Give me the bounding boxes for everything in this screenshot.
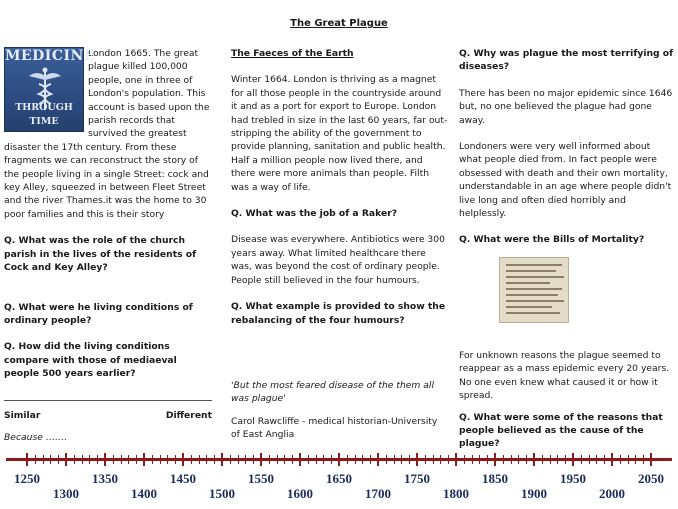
timeline-minor-tick — [74, 455, 75, 464]
timeline-minor-tick — [542, 455, 543, 464]
timeline-year-label: 1600 — [287, 486, 313, 501]
paragraph-well-informed: Londoners were very well informed about what people died from. In fact people were obsessed with death and their own mortality, understandable in an age where people didn't live long and often died horribly and helplessly. — [459, 141, 672, 220]
paragraph-reappear: For unknown reasons the plague seemed to reappear as a mass epidemic every 20 years. No one even knew what caused it or how it spread. — [459, 349, 670, 402]
column-plague — [459, 47, 675, 451]
timeline-minor-tick — [557, 455, 558, 464]
timeline-minor-tick — [620, 455, 621, 464]
different-label: Different — [165, 409, 212, 421]
timeline-minor-tick — [253, 455, 254, 464]
timeline-year-label: 1950 — [560, 471, 586, 486]
timeline-year-label: 1550 — [248, 471, 274, 486]
timeline-tick — [260, 453, 262, 466]
timeline-year-label: 1400 — [131, 486, 157, 501]
timeline-minor-tick — [316, 455, 317, 464]
question-bills-of-mortality: Q. What were the Bills of Mortality? — [459, 234, 645, 246]
timeline-tick — [26, 453, 28, 466]
timeline-year-label: 2050 — [638, 471, 664, 486]
because-prompt: Because ……. — [4, 431, 68, 443]
question-terrifying: Q. Why was plague the most terrifying of diseases? — [459, 48, 674, 73]
timeline-tick — [650, 453, 652, 466]
timeline-minor-tick — [160, 455, 161, 464]
timeline-year-label: 1300 — [53, 486, 79, 501]
quote-plague: 'But the most feared disease of the them all was plague' — [231, 379, 435, 405]
timeline-minor-tick — [464, 455, 465, 464]
timeline-minor-tick — [238, 455, 239, 464]
timeline-minor-tick — [323, 455, 324, 464]
column-faeces — [231, 47, 449, 442]
question-church-parish: Q. What was the role of the church parish in the lives of the residents of Cock and Key Alley? — [4, 235, 197, 274]
timeline-minor-tick — [581, 455, 582, 464]
timeline-tick — [104, 453, 106, 466]
timeline-minor-tick — [401, 455, 402, 464]
timeline-minor-tick — [308, 455, 309, 464]
timeline-tick — [299, 453, 301, 466]
timeline-year-label: 1850 — [482, 471, 508, 486]
timeline-minor-tick — [370, 455, 371, 464]
logo-top-text: MEDICINE — [5, 48, 96, 64]
answer-divider — [4, 400, 212, 401]
timeline-minor-tick — [245, 455, 246, 464]
timeline-year-label: 1800 — [443, 486, 469, 501]
timeline-tick — [494, 453, 496, 466]
column-intro — [4, 47, 212, 444]
timeline-minor-tick — [565, 455, 566, 464]
timeline-year-label: 1450 — [170, 471, 196, 486]
logo-bottom-text: THROUGH TIME — [15, 102, 73, 127]
timeline-minor-tick — [596, 455, 597, 464]
section-heading: The Faeces of the Earth — [231, 48, 354, 59]
timeline-tick — [338, 453, 340, 466]
timeline-tick — [221, 453, 223, 466]
timeline-minor-tick — [409, 455, 410, 464]
timeline-minor-tick — [643, 455, 644, 464]
timeline-minor-tick — [628, 455, 629, 464]
timeline-minor-tick — [167, 455, 168, 464]
timeline-minor-tick — [152, 455, 153, 464]
timeline-minor-tick — [58, 455, 59, 464]
timeline-tick — [65, 453, 67, 466]
timeline-tick — [572, 453, 574, 466]
timeline-minor-tick — [113, 455, 114, 464]
timeline-minor-tick — [511, 455, 512, 464]
timeline-minor-tick — [277, 455, 278, 464]
timeline-minor-tick — [199, 455, 200, 464]
timeline-minor-tick — [604, 455, 605, 464]
timeline-minor-tick — [97, 455, 98, 464]
timeline-minor-tick — [518, 455, 519, 464]
timeline — [0, 445, 678, 509]
medicine-through-time-logo — [4, 47, 96, 132]
paragraph-disease: Disease was everywhere. Antibiotics were 300 years away. What limited healthcare there was, was beyond the cost of ordinary people. People still believed in the four humours. — [231, 234, 445, 286]
timeline-minor-tick — [487, 455, 488, 464]
timeline-tick — [143, 453, 145, 466]
timeline-minor-tick — [394, 455, 395, 464]
timeline-minor-tick — [440, 455, 441, 464]
timeline-minor-tick — [269, 455, 270, 464]
similar-label: Similar — [4, 409, 41, 421]
timeline-minor-tick — [526, 455, 527, 464]
timeline-minor-tick — [589, 455, 590, 464]
timeline-minor-tick — [230, 455, 231, 464]
timeline-minor-tick — [479, 455, 480, 464]
timeline-minor-tick — [50, 455, 51, 464]
timeline-minor-tick — [292, 455, 293, 464]
timeline-minor-tick — [503, 455, 504, 464]
timeline-tick — [182, 453, 184, 466]
timeline-minor-tick — [43, 455, 44, 464]
timeline-minor-tick — [89, 455, 90, 464]
timeline-minor-tick — [175, 455, 176, 464]
paragraph-winter-1664: Winter 1664. London is thriving as a magnet for all those people in the countryside around it and as a port for export to Europe. London had trebled in size in the last 60 years, far out- stripping the ability of the government to provide planning, sanitation and public health. Half a million people now lived there, and there were more animals than people. Filth was a way of life. — [231, 74, 448, 193]
timeline-minor-tick — [425, 455, 426, 464]
timeline-minor-tick — [136, 455, 137, 464]
timeline-minor-tick — [347, 455, 348, 464]
timeline-minor-tick — [128, 455, 129, 464]
timeline-year-label: 1350 — [92, 471, 118, 486]
timeline-minor-tick — [284, 455, 285, 464]
timeline-minor-tick — [433, 455, 434, 464]
timeline-minor-tick — [635, 455, 636, 464]
question-causes: Q. What were some of the reasons that people believed as the cause of the plague? — [459, 411, 663, 450]
timeline-minor-tick — [448, 455, 449, 464]
timeline-tick — [455, 453, 457, 466]
timeline-minor-tick — [214, 455, 215, 464]
timeline-minor-tick — [331, 455, 332, 464]
timeline-minor-tick — [550, 455, 551, 464]
timeline-minor-tick — [191, 455, 192, 464]
timeline-minor-tick — [362, 455, 363, 464]
page-title: The Great Plague — [290, 18, 388, 29]
question-living-conditions: Q. What were he living conditions of ordinary people? — [4, 301, 193, 326]
timeline-minor-tick — [121, 455, 122, 464]
timeline-tick — [611, 453, 613, 466]
timeline-year-label: 1650 — [326, 471, 352, 486]
timeline-minor-tick — [472, 455, 473, 464]
timeline-year-label: 1700 — [365, 486, 391, 501]
timeline-minor-tick — [206, 455, 207, 464]
intro-paragraph: London 1665. The great plague killed 100,000 people, one in three of London's population. This account is based upon the parish records that survived the greatest disaster the 17th century. From these fragments we can reconstruct the story of the people living in a single Street: cock and key Alley, squeezed in between Fleet Street and the river Thames.it was the home to 30 poor families and this is their story — [4, 48, 210, 220]
timeline-minor-tick — [82, 455, 83, 464]
timeline-year-label: 1500 — [209, 486, 235, 501]
timeline-year-label: 1250 — [14, 471, 40, 486]
quote-attribution: Carol Rawcliffe - medical historian-University of East Anglia — [231, 415, 438, 441]
timeline-minor-tick — [386, 455, 387, 464]
timeline-tick — [416, 453, 418, 466]
timeline-tick — [533, 453, 535, 466]
timeline-tick — [377, 453, 379, 466]
timeline-minor-tick — [35, 455, 36, 464]
timeline-year-label: 1900 — [521, 486, 547, 501]
bill-of-mortality-image — [499, 257, 569, 323]
question-compare-mediaeval: Q. How did the living conditions compare with those of mediaeval people 500 years earlier? — [4, 341, 177, 380]
paragraph-no-epidemic: There has been no major epidemic since 1646 but, no one believed the plague had gone away. — [459, 87, 673, 126]
timeline-year-label: 1750 — [404, 471, 430, 486]
question-four-humours: Q. What example is provided to show the rebalancing of the four humours? — [231, 301, 446, 326]
question-raker: Q. What was the job of a Raker? — [231, 208, 398, 220]
similar-different-row — [4, 409, 212, 422]
timeline-minor-tick — [355, 455, 356, 464]
timeline-year-label: 2000 — [599, 486, 625, 501]
